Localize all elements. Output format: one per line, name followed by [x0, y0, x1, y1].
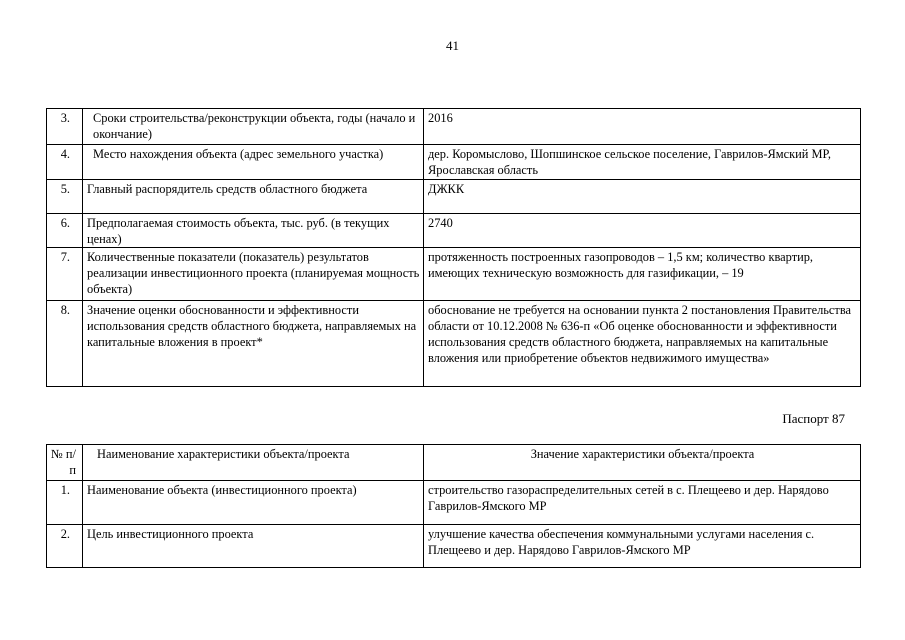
- table-row: [47, 180, 861, 214]
- row-value: ДЖКК: [424, 180, 861, 214]
- row-label: Сроки строительства/реконструкции объекта, годы (начало и окончание): [83, 109, 424, 145]
- row-label: Главный распорядитель средств областного бюджета: [83, 180, 424, 214]
- row-value: протяженность построенных газопроводов – 1,5 км; количество квартир, имеющих техническую возможность для газификации, – 19: [424, 248, 861, 301]
- row-number: 8.: [47, 301, 83, 387]
- table-row: [47, 481, 861, 525]
- row-value: строительство газораспределительных сетей в с. Плещеево и дер. Нарядово Гаврилов-Ямского МР: [424, 481, 861, 525]
- row-number: 3.: [47, 109, 83, 145]
- object-characteristics-table: [46, 108, 861, 387]
- row-value: 2740: [424, 214, 861, 248]
- row-value: обоснование не требуется на основании пункта 2 постановления Правительства области от 10.12.2008 № 636-п «Об оценке обоснованности и эффективности использования средств областного бюджета, направляемых на капитальные вложения или приобретение объектов недвижимого имущества»: [424, 301, 861, 387]
- row-number: 4.: [47, 145, 83, 180]
- row-label: Цель инвестиционного проекта: [83, 525, 424, 568]
- table-row: [47, 248, 861, 301]
- passport-table: [46, 444, 861, 568]
- row-label: Наименование объекта (инвестиционного проекта): [83, 481, 424, 525]
- header-value: Значение характеристики объекта/проекта: [424, 445, 861, 481]
- header-number: № п/п: [47, 445, 83, 481]
- table-row: [47, 301, 861, 387]
- row-value: 2016: [424, 109, 861, 145]
- row-number: 7.: [47, 248, 83, 301]
- row-number: 5.: [47, 180, 83, 214]
- row-label: Предполагаемая стоимость объекта, тыс. руб. (в текущих ценах): [83, 214, 424, 248]
- table-header-row: [47, 445, 861, 481]
- row-label: Место нахождения объекта (адрес земельного участка): [83, 145, 424, 180]
- table-row: [47, 109, 861, 145]
- table-row: [47, 145, 861, 180]
- row-label: Значение оценки обоснованности и эффективности использования средств областного бюджета, направляемых на капитальные вложения в проект*: [83, 301, 424, 387]
- passport-label: Паспорт 87: [782, 411, 845, 426]
- row-label: Количественные показатели (показатель) результатов реализации инвестиционного проекта (планируемая мощность объекта): [83, 248, 424, 301]
- row-number: 6.: [47, 214, 83, 248]
- header-name: Наименование характеристики объекта/проекта: [83, 445, 424, 481]
- row-value: дер. Коромыслово, Шопшинское сельское поселение, Гаврилов-Ямский МР, Ярославская область: [424, 145, 861, 180]
- table-row: [47, 525, 861, 568]
- row-number: 1.: [47, 481, 83, 525]
- page-number: 41: [446, 38, 459, 53]
- row-number: 2.: [47, 525, 83, 568]
- row-value: улучшение качества обеспечения коммунальными услугами населения с. Плещеево и дер. Нарядово Гаврилов-Ямского МР: [424, 525, 861, 568]
- table-row: [47, 214, 861, 248]
